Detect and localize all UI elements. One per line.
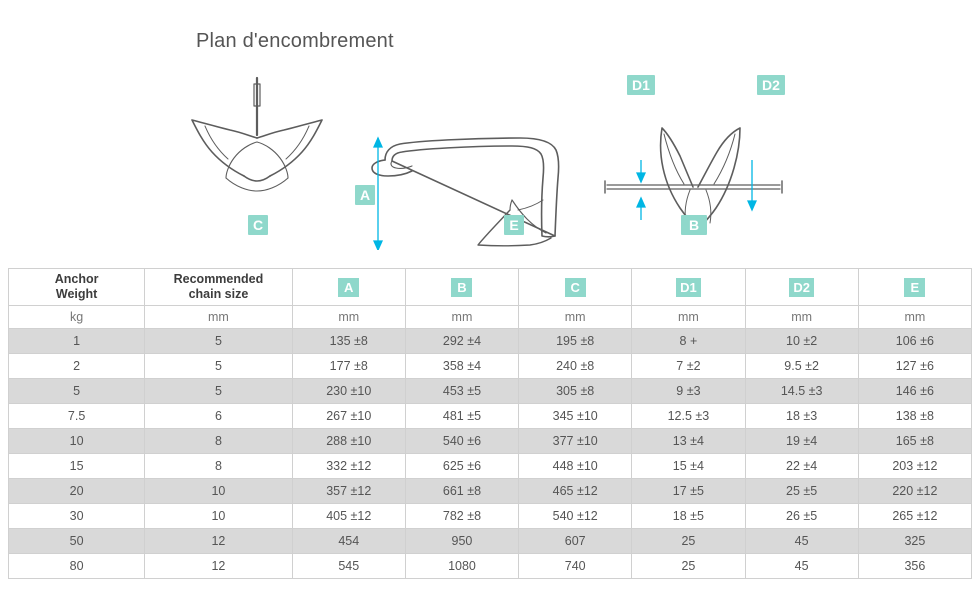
cell: 22 ±4: [745, 454, 858, 479]
cell: 8: [145, 454, 292, 479]
column-header-chain-size-line2: chain size: [188, 287, 249, 301]
column-header-c: [519, 269, 632, 306]
dimension-badge-b: B: [681, 215, 707, 235]
cell: 9.5 ±2: [745, 354, 858, 379]
dimension-badge-e: E: [504, 215, 524, 235]
cell: 540 ±12: [519, 504, 632, 529]
cell: 12: [145, 529, 292, 554]
cell: 10: [145, 504, 292, 529]
cell: 1080: [405, 554, 518, 579]
cell: 220 ±12: [858, 479, 971, 504]
cell: 106 ±6: [858, 329, 971, 354]
column-header-b: [405, 269, 518, 306]
cell: 165 ±8: [858, 429, 971, 454]
column-header-anchor-weight-line1: Anchor: [54, 272, 99, 286]
cell: 5: [9, 379, 145, 404]
cell: 5: [145, 329, 292, 354]
table-header-row: [9, 269, 972, 306]
table-row: [9, 529, 972, 554]
cell: 20: [9, 479, 145, 504]
cell: 292 ±4: [405, 329, 518, 354]
specifications-table-wrap: [8, 268, 972, 579]
column-header-d1: [632, 269, 745, 306]
anchor-dimension-diagram: [0, 60, 980, 250]
table-row: [9, 354, 972, 379]
cell: 18 ±3: [745, 404, 858, 429]
column-badge-c: C: [565, 278, 586, 297]
cell: 465 ±12: [519, 479, 632, 504]
cell: 2: [9, 354, 145, 379]
column-header-anchor-weight: [9, 269, 145, 306]
dimension-badge-c: C: [248, 215, 268, 235]
table-units-row: [9, 306, 972, 329]
cell: 45: [745, 529, 858, 554]
cell: 625 ±6: [405, 454, 518, 479]
cell: 18 ±5: [632, 504, 745, 529]
cell: 146 ±6: [858, 379, 971, 404]
cell: 405 ±12: [292, 504, 405, 529]
column-badge-e: E: [904, 278, 925, 297]
cell: 195 ±8: [519, 329, 632, 354]
cell: 25 ±5: [745, 479, 858, 504]
cell: 345 ±10: [519, 404, 632, 429]
column-header-e: [858, 269, 971, 306]
cell: 50: [9, 529, 145, 554]
cell: 17 ±5: [632, 479, 745, 504]
table-row: [9, 429, 972, 454]
cell: 8: [145, 429, 292, 454]
cell: 12.5 ±3: [632, 404, 745, 429]
column-header-anchor-weight-line2: Weight: [55, 287, 98, 301]
cell: 13 ±4: [632, 429, 745, 454]
table-row: [9, 479, 972, 504]
cell: 138 ±8: [858, 404, 971, 429]
cell: 14.5 ±3: [745, 379, 858, 404]
cell: 240 ±8: [519, 354, 632, 379]
table-row: [9, 404, 972, 429]
anchor-side-view: [372, 138, 559, 246]
column-header-a: [292, 269, 405, 306]
cell: 325: [858, 529, 971, 554]
cell: 950: [405, 529, 518, 554]
column-header-chain-size: [145, 269, 292, 306]
unit-cell-2: mm: [292, 306, 405, 329]
specifications-table: [8, 268, 972, 579]
unit-cell-4: mm: [519, 306, 632, 329]
cell: 356: [858, 554, 971, 579]
unit-cell-1: mm: [145, 306, 292, 329]
cell: 26 ±5: [745, 504, 858, 529]
cell: 305 ±8: [519, 379, 632, 404]
unit-cell-6: mm: [745, 306, 858, 329]
cell: 7 ±2: [632, 354, 745, 379]
cell: 661 ±8: [405, 479, 518, 504]
unit-cell-0: kg: [9, 306, 145, 329]
cell: 10 ±2: [745, 329, 858, 354]
column-badge-b: B: [451, 278, 472, 297]
table-row: [9, 554, 972, 579]
cell: 80: [9, 554, 145, 579]
cell: 45: [745, 554, 858, 579]
cell: 9 ±3: [632, 379, 745, 404]
cell: 12: [145, 554, 292, 579]
column-badge-d2: D2: [789, 278, 814, 297]
cell: 10: [145, 479, 292, 504]
cell: 454: [292, 529, 405, 554]
cell: 545: [292, 554, 405, 579]
table-row: [9, 454, 972, 479]
cell: 6: [145, 404, 292, 429]
cell: 127 ±6: [858, 354, 971, 379]
cell: 135 ±8: [292, 329, 405, 354]
cell: 332 ±12: [292, 454, 405, 479]
cell: 267 ±10: [292, 404, 405, 429]
cell: 740: [519, 554, 632, 579]
cell: 782 ±8: [405, 504, 518, 529]
cell: 15 ±4: [632, 454, 745, 479]
cell: 607: [519, 529, 632, 554]
table-row: [9, 329, 972, 354]
cell: 453 ±5: [405, 379, 518, 404]
cell: 377 ±10: [519, 429, 632, 454]
cell: 25: [632, 554, 745, 579]
cell: 481 ±5: [405, 404, 518, 429]
cell: 540 ±6: [405, 429, 518, 454]
dimension-badge-d1: D1: [627, 75, 655, 95]
column-header-d2: [745, 269, 858, 306]
dimension-badge-a: A: [355, 185, 375, 205]
diagram-svg: [0, 60, 980, 250]
cell: 357 ±12: [292, 479, 405, 504]
unit-cell-5: mm: [632, 306, 745, 329]
unit-cell-3: mm: [405, 306, 518, 329]
dimension-badge-d2: D2: [757, 75, 785, 95]
cell: 10: [9, 429, 145, 454]
cell: 30: [9, 504, 145, 529]
cell: 1: [9, 329, 145, 354]
cell: 8 +: [632, 329, 745, 354]
table-row: [9, 504, 972, 529]
anchor-front-view: [192, 78, 322, 191]
cell: 19 ±4: [745, 429, 858, 454]
column-badge-d1: D1: [676, 278, 701, 297]
page-title: Plan d'encombrement: [196, 30, 394, 52]
table-row: [9, 379, 972, 404]
cell: 288 ±10: [292, 429, 405, 454]
cell: 15: [9, 454, 145, 479]
cell: 358 ±4: [405, 354, 518, 379]
cell: 5: [145, 379, 292, 404]
cell: 25: [632, 529, 745, 554]
cell: 177 ±8: [292, 354, 405, 379]
unit-cell-7: mm: [858, 306, 971, 329]
cell: 203 ±12: [858, 454, 971, 479]
column-badge-a: A: [338, 278, 359, 297]
column-header-chain-size-line1: Recommended: [173, 272, 264, 286]
cell: 5: [145, 354, 292, 379]
cell: 7.5: [9, 404, 145, 429]
cell: 265 ±12: [858, 504, 971, 529]
cell: 230 ±10: [292, 379, 405, 404]
cell: 448 ±10: [519, 454, 632, 479]
